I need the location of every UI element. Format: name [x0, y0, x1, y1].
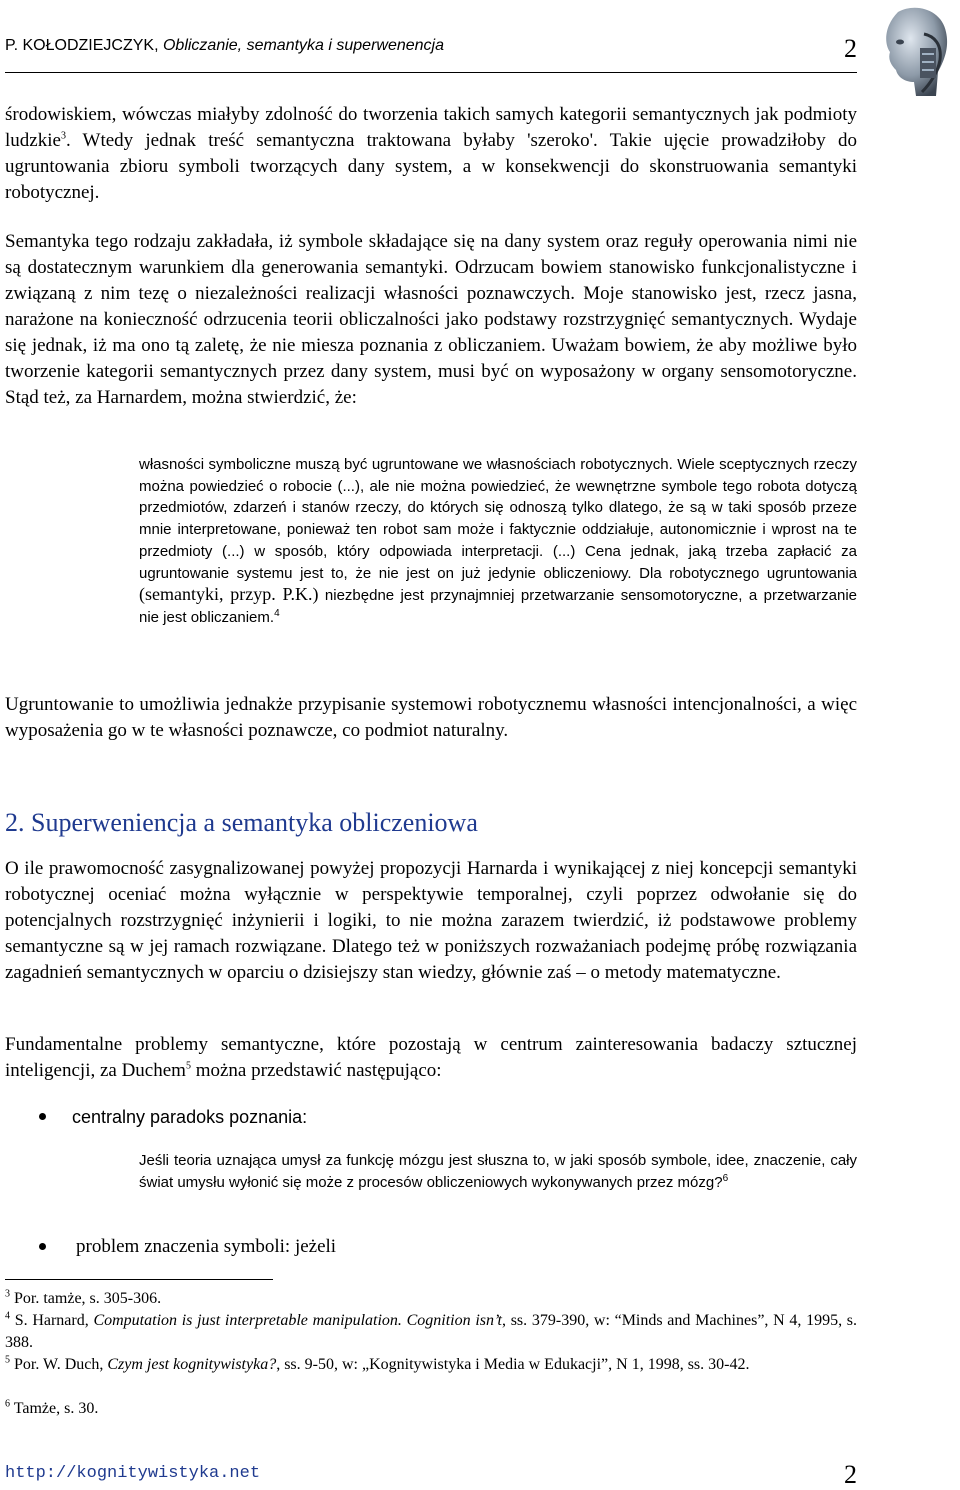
paragraph-3: Ugruntowanie to umożliwia jednakże przypisanie systemowi robotycznemu własności intencjonalności, a więc wyposażenia go w te własności poznawcze, co podmiot naturalny.	[5, 694, 857, 741]
footnote-3: $^3$ Por. tamże, s. 305-306.	[5, 1288, 162, 1307]
paragraph-5: Fundamentalne problemy semantyczne, które pozostają w centrum zainteresowania badaczy sztucznej inteligencji, za Duchem$^5$ można przedstawić następująco:	[5, 1034, 857, 1081]
quote-harnard: własności symboliczne muszą być ugruntowane we własnościach robotycznych. Wiele sceptycznych rzeczy można powiedzieć o robocie (...), ale nie można powiedzieć, że wewnętrzne symbole tego robota dotyczą przedmiotów, zdarzeń i stanów rzeczy, do których się odnoszą tylko dlatego, że są w taki sposób przeze mnie interpretowane, ponieważ ten robot sam może i faktycznie oddziałuje, autonomicznie i wprost na te przedmioty (...) w sposób, który odpowiada interpretacji. (...) Cena jednak, jaką trzeba zapłacić za ugruntowanie systemu jest to, że nie jest on już jedynie obliczeniowy. Dla robotycznego ugruntowania (semantyki, przyp. P.K.) niezbędne jest przynajmniej przetwarzanie sensomotoryczne, a przetwarzanie nie jest obliczaniem.$^4$	[139, 456, 857, 626]
bullet-dot	[39, 1243, 46, 1250]
bullet-dot	[39, 1113, 46, 1120]
paragraph-1: środowiskiem, wówczas miałyby zdolność do tworzenia takich samych kategorii semantycznych jak podmioty ludzkie$^3$. Wtedy jednak treść semantyczna traktowana byłaby 'szeroko'. Takie ujęcie prowadziłoby do ugruntowania zbioru symboli tworzących dany system, a w konsekwencji do skonstruowania semantyki robotycznej.	[5, 104, 857, 203]
footnote-ref-4: 4	[274, 607, 280, 619]
footnote-4: $^4$ S. Harnard, Computation is just interpretable manipulation. Cognition isn’t, ss. 379-390, w: “Minds and Machines”, N 4, 1995, s. 388.	[5, 1310, 858, 1351]
footnote-ref-5: 5	[185, 1060, 191, 1072]
header-page-number: 2	[844, 34, 857, 63]
bullet-item-symbols: problem znaczenia symboli: jeżeli	[76, 1236, 337, 1257]
footnote-ref-6: 6	[722, 1172, 729, 1184]
header-title: P. KOŁODZIEJCZYK, Obliczanie, semantyka i superwenencja	[5, 37, 444, 54]
robot-head-logo-icon	[876, 4, 956, 100]
paragraph-2: Semantyka tego rodzaju zakładała, iż symbole składające się na dany system oraz reguły operowania nimi nie są dostatecznym warunkiem dla generowania semantyki. Odrzucam bowiem stanowisko funkcjonalistyczne i związaną z nim tezę o niezależności realizacji własności poznawczych. Moje stanowisko jest, rzecz jasna, narażone na konieczność odrzucenia teorii obliczalności jako podstawy rozstrzygnięć semantycznych. Wydaje się jednak, iż ma ono tą zaletę, że nie miesza poznania z obliczaniem. Uważam bowiem, że aby możliwe było tworzenie kategorii semantycznych przez dany system, musi być on wyposażony w organy sensomotoryczne. Stąd też, za Harnardem, można stwierdzić, że:	[5, 231, 857, 408]
footnote-ref-3: 3	[60, 130, 66, 142]
footnote-5: $^5$ Por. W. Duch, Czym jest kognitywistyka?, ss. 9-50, w: „Kognitywistyka i Media w Edukacji”, N 1, 1998, ss. 30-42.	[5, 1354, 750, 1373]
footer-link[interactable]: http://kognitywistyka.net	[5, 1464, 261, 1483]
footnote-6: $^6$ Tamże, s. 30.	[5, 1398, 99, 1417]
running-header	[5, 36, 857, 73]
footer-page-number: 2	[844, 1460, 857, 1489]
section-heading: 2. Superweniencja a semantyka obliczeniowa	[5, 808, 478, 837]
bullet-item-paradox: centralny paradoks poznania:	[72, 1107, 308, 1127]
quote-duch: Jeśli teoria uznająca umysł za funkcję mózgu jest słuszna to, w jaki sposób symbole, idee, znaczenie, cały świat umysłu wyłonić się może z procesów obliczeniowych wykonywanych przez mózg?$^6$	[139, 1152, 857, 1191]
footnote-separator	[5, 1279, 273, 1280]
paragraph-4: O ile prawomocność zasygnalizowanej powyżej propozycji Harnarda i wynikającej z niej koncepcji semantyki robotycznej oceniać można wyłącznie w perspektywie temporalnej, czyli poprzez odwołanie się do potencjalnych rozstrzygnięć inżynierii i logiki, to nie można zarazem twierdzić, iż podstawowe problemy semantyczne są w jej ramach rozwiązane. Dlatego też w poniższych rozważaniach podejmę próbę rozwiązania zagadnień semantycznych w oparciu o dzisiejszy stan wiedzy, głównie zaś – o metody matematyczne.	[5, 858, 857, 983]
